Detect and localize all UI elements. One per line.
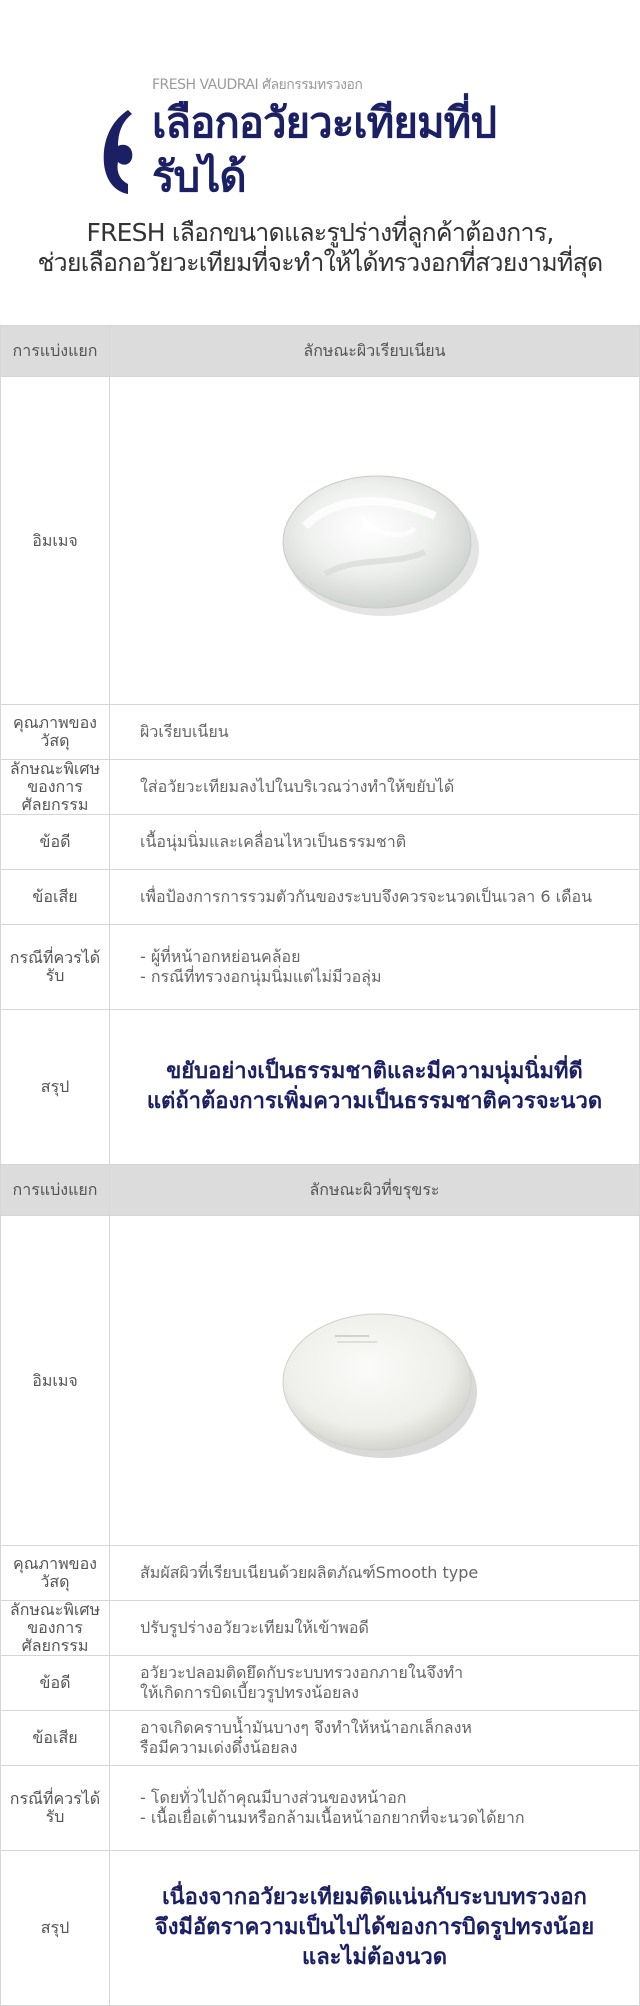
header-label: การแบ่งแยก <box>1 1165 110 1216</box>
summary-row <box>1 1010 640 1165</box>
header-value: ลักษณะผิวที่ขรุขระ <box>110 1165 640 1216</box>
table-header-row <box>1 326 640 377</box>
header-value: ลักษณะผิวเรียบเนียน <box>110 326 640 377</box>
summary-label: สรุป <box>1 1851 110 2006</box>
row-label: ข้อดี <box>1 1656 110 1711</box>
implant-image-cell <box>110 1216 640 1546</box>
page-header <box>0 0 640 325</box>
smooth-implant-icon <box>265 456 485 626</box>
row-value: อวัยวะปลอมติดยึดกับระบบทรวงอกภายในจึงทำ ให้เกิดการบิดเบี้ยวรูปทรงน้อยลง <box>110 1656 640 1711</box>
page-title: เลือกอวัยวะเทียมที่ป รับได้ <box>152 98 496 201</box>
implant-image-cell <box>110 377 640 705</box>
row-value: ใส่อวัยวะเทียมลงไปในบริเวณว่างทำให้ขยับได้ <box>110 760 640 815</box>
row-value: เพื่อป้องการการรวมตัวกันของระบบจึงควรจะนวดเป็นเวลา 6 เดือน <box>110 870 640 925</box>
table-row <box>1 1766 640 1851</box>
table-row <box>1 1711 640 1766</box>
row-label: ข้อดี <box>1 815 110 870</box>
image-row <box>1 1216 640 1546</box>
row-value: เนื้อนุ่มนิ่มและเคลื่อนไหวเป็นธรรมชาติ <box>110 815 640 870</box>
image-row-label: อิมเมจ <box>1 1216 110 1546</box>
table-row <box>1 760 640 815</box>
row-label: ลักษณะพิเศษของการศัลยกรรม <box>1 760 110 815</box>
summary-text: เนื่องจากอวัยวะเทียมติดแน่นกับระบบทรวงอก จึงมีอัตราความเป็นไปได้ของการบิดรูปทรงน้อย และไม่ต้องนวด <box>110 1851 640 2006</box>
comparison-table-smooth <box>0 325 640 1165</box>
row-value: - โดยทั่วไปถ้าคุณมีบางส่วนของหน้าอก - เนื้อเยื่อเต้านมหรือกล้ามเนื้อหน้าอกยากที่จะนวดได้ยาก <box>110 1766 640 1851</box>
row-label: คุณภาพของวัสดุ <box>1 705 110 760</box>
header-label: การแบ่งแยก <box>1 326 110 377</box>
table-row <box>1 925 640 1010</box>
row-label: ข้อเสีย <box>1 1711 110 1766</box>
quote-mark-icon <box>98 108 136 196</box>
row-value: สัมผัสผิวที่เรียบเนียนด้วยผลิตภัณฑ์Smooth type <box>110 1546 640 1601</box>
table-row <box>1 1601 640 1656</box>
table-row <box>1 870 640 925</box>
row-label: ข้อเสีย <box>1 870 110 925</box>
table-header-row <box>1 1165 640 1216</box>
table-row <box>1 815 640 870</box>
page-subtitle: FRESH เลือกขนาดและรูปร่างที่ลูกค้าต้องการ, ช่วยเลือกอวัยวะเทียมที่จะทำให้ได้ทรวงอกที่สวยงามที่สุด <box>37 218 603 277</box>
summary-text: ขยับอย่างเป็นธรรมชาติและมีความนุ่มนิ่มที่ดี แต่ถ้าต้องการเพิ่มความเป็นธรรมชาติควรจะนวด <box>110 1010 640 1165</box>
table-row <box>1 1656 640 1711</box>
row-value: - ผู้ที่หน้าอกหย่อนคล้อย - กรณีที่ทรวงอกนุ่มนิ่มแต่ไม่มีวอลุ่ม <box>110 925 640 1010</box>
row-value: ผิวเรียบเนียน <box>110 705 640 760</box>
comparison-table-textured <box>0 1164 640 2006</box>
row-value: อาจเกิดคราบน้ำมันบางๆ จึงทำให้หน้าอกเล็กลงห รือมีความเด่งดึ๋งน้อยลง <box>110 1711 640 1766</box>
row-label: กรณีที่ควรได้รับ <box>1 1766 110 1851</box>
summary-row <box>1 1851 640 2006</box>
brand-caption: FRESH VAUDRAI ศัลยกรรมทรวงอก <box>152 77 363 93</box>
image-row <box>1 377 640 705</box>
table-row <box>1 1546 640 1601</box>
row-label: กรณีที่ควรได้รับ <box>1 925 110 1010</box>
image-row-label: อิมเมจ <box>1 377 110 705</box>
summary-label: สรุป <box>1 1010 110 1165</box>
row-value: ปรับรูปร่างอวัยวะเทียมให้เข้าพอดี <box>110 1601 640 1656</box>
row-label: ลักษณะพิเศษของการศัลยกรรม <box>1 1601 110 1656</box>
row-label: คุณภาพของวัสดุ <box>1 1546 110 1601</box>
table-row <box>1 705 640 760</box>
textured-implant-icon <box>265 1296 485 1466</box>
